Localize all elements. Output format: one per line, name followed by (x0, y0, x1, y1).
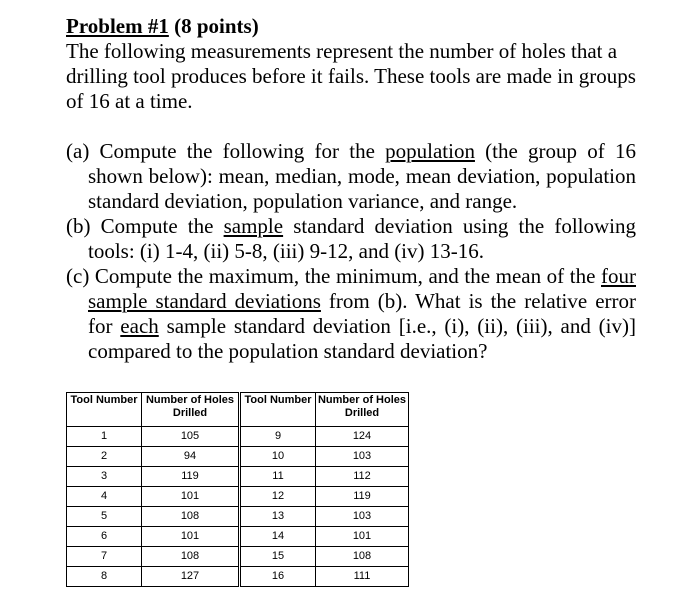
cell-holes-drilled: 112 (316, 467, 409, 487)
holes-drilled-table (66, 392, 409, 587)
table-row (67, 527, 409, 547)
part-c-label: (c) Compute the maximum, the minimum, and the mean of the (66, 264, 601, 288)
part-c-emphasis: four sample standard deviations (88, 264, 636, 313)
table-row (67, 507, 409, 527)
problem-intro: The following measurements represent the number of holes that a drilling tool produces before it fails. These tools are made in groups of 16 at a time. (66, 39, 636, 113)
cell-holes-drilled: 94 (142, 447, 240, 467)
cell-holes-drilled: 108 (142, 507, 240, 527)
cell-tool-number: 14 (240, 527, 316, 547)
part-c-text: sample standard deviation [i.e., (i), (ii), (iii), and (iv)] compared to the population standard deviation? (88, 314, 636, 363)
problem-points: (8 points) (168, 14, 259, 38)
cell-tool-number: 10 (240, 447, 316, 467)
cell-tool-number: 6 (67, 527, 142, 547)
cell-holes-drilled: 103 (316, 447, 409, 467)
cell-holes-drilled: 127 (142, 567, 240, 587)
part-b-emphasis: sample (223, 214, 284, 238)
table-row (67, 447, 409, 467)
part-a-text: (the group of 16 shown below): mean, median, mode, mean deviation, population standard deviation, population variance, and range. (88, 139, 636, 213)
problem-title (66, 14, 636, 39)
part-c-middle: from (b). What is the relative error for (88, 289, 636, 338)
cell-holes-drilled: 108 (316, 547, 409, 567)
table-header-row (67, 393, 409, 427)
part-c-emphasis-each: each (120, 314, 159, 338)
cell-tool-number: 12 (240, 487, 316, 507)
cell-holes-drilled: 101 (316, 527, 409, 547)
table-row (67, 547, 409, 567)
part-a-emphasis: population (385, 139, 475, 163)
cell-holes-drilled: 105 (142, 427, 240, 447)
table-row (67, 567, 409, 587)
part-c (66, 264, 636, 364)
problem-number: Problem #1 (66, 14, 169, 38)
cell-tool-number: 15 (240, 547, 316, 567)
table-body (67, 427, 409, 587)
cell-holes-drilled: 119 (316, 487, 409, 507)
cell-holes-drilled: 111 (316, 567, 409, 587)
header-tool-number-1: Tool Number (67, 393, 142, 427)
table-row (67, 467, 409, 487)
cell-tool-number: 9 (240, 427, 316, 447)
cell-tool-number: 11 (240, 467, 316, 487)
header-tool-number-2: Tool Number (240, 393, 316, 427)
header-holes-drilled-1: Number of Holes Drilled (142, 393, 240, 427)
part-b-label: (b) Compute the (66, 214, 224, 238)
cell-holes-drilled: 101 (142, 527, 240, 547)
cell-tool-number: 5 (67, 507, 142, 527)
cell-tool-number: 4 (67, 487, 142, 507)
cell-tool-number: 1 (67, 427, 142, 447)
header-holes-drilled-2: Number of Holes Drilled (316, 393, 409, 427)
cell-holes-drilled: 108 (142, 547, 240, 567)
problem-parts (66, 139, 636, 364)
cell-holes-drilled: 124 (316, 427, 409, 447)
cell-holes-drilled: 101 (142, 487, 240, 507)
cell-holes-drilled: 103 (316, 507, 409, 527)
cell-tool-number: 3 (67, 467, 142, 487)
part-b-text: standard deviation using the following tools: (i) 1-4, (ii) 5-8, (iii) 9-12, and (iv) 13-16. (88, 214, 636, 263)
cell-tool-number: 16 (240, 567, 316, 587)
table-row (67, 427, 409, 447)
table-row (67, 487, 409, 507)
part-a-label: (a) Compute the following for the (66, 139, 386, 163)
problem-document (66, 14, 636, 364)
cell-holes-drilled: 119 (142, 467, 240, 487)
cell-tool-number: 13 (240, 507, 316, 527)
part-a (66, 139, 636, 214)
cell-tool-number: 7 (67, 547, 142, 567)
cell-tool-number: 2 (67, 447, 142, 467)
cell-tool-number: 8 (67, 567, 142, 587)
part-b (66, 214, 636, 264)
